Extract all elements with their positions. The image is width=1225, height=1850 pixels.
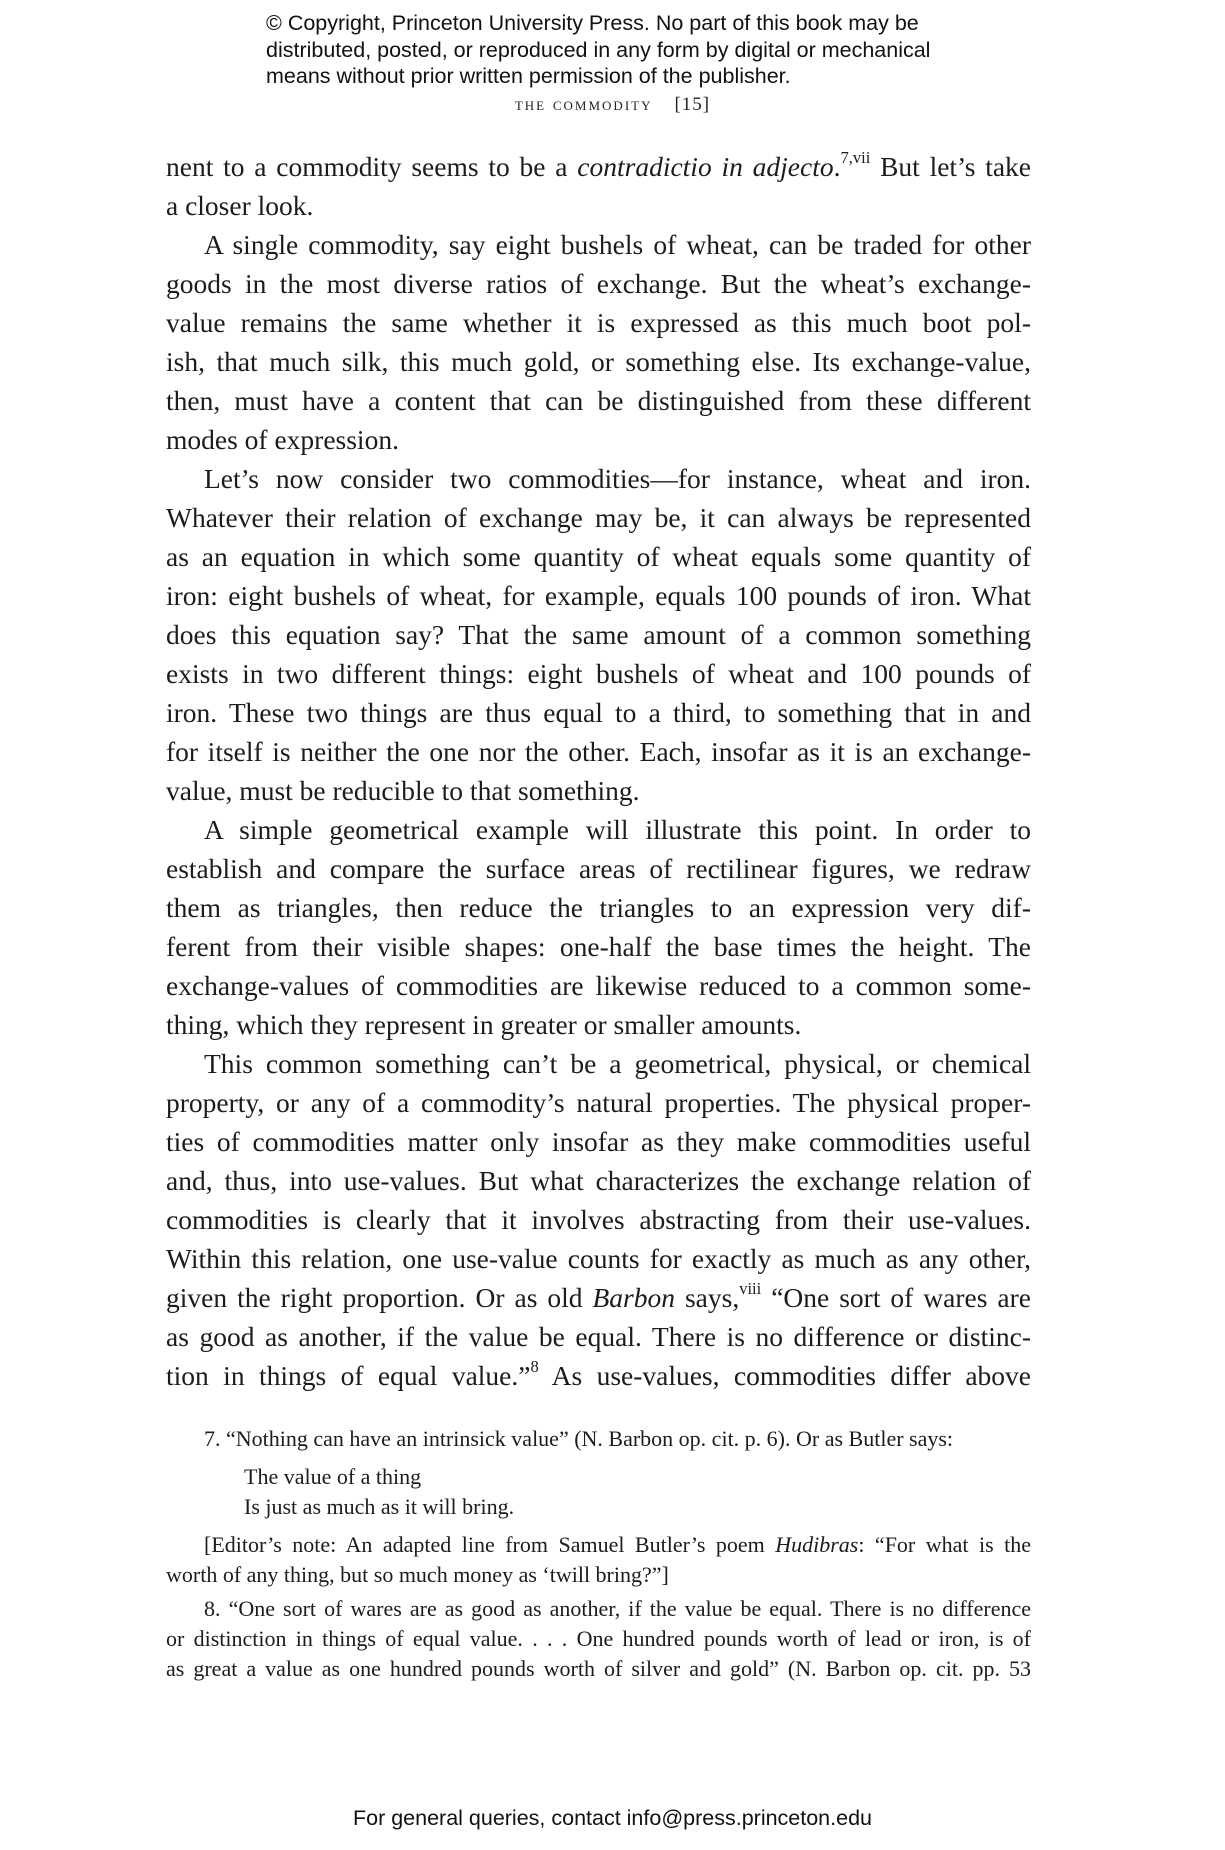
copyright-line: means without prior written permission of the publisher. <box>266 64 791 88</box>
text-run: “One sort of wares are <box>761 1282 1031 1313</box>
text-line: Whatever their relation of exchange may be, it can always be represented <box>166 502 1031 533</box>
text-line: A simple geometrical example will illustrate this point. In order to <box>204 814 1031 845</box>
text-run: . <box>833 151 841 182</box>
text-line <box>166 1278 1031 1317</box>
text-line: then, must have a content that can be distinguished from these different <box>166 385 1031 416</box>
text-line: ish, that much silk, this much gold, or something else. Its exchange-value, <box>166 346 1031 377</box>
verse-line: The value of a thing <box>244 1464 422 1489</box>
text-line: iron: eight bushels of wheat, for example, equals 100 pounds of iron. What <box>166 580 1031 611</box>
text-line: as good as another, if the value be equal. There is no difference or distinc- <box>166 1321 1031 1352</box>
footnote-8-line: as great a value as one hundred pounds worth of silver and gold” (N. Barbon op. cit. pp. 53 <box>166 1656 1031 1681</box>
copyright-line: distributed, posted, or reproduced in any form by digital or mechanical <box>266 37 931 62</box>
running-head <box>0 94 1225 116</box>
text-line: This common something can’t be a geometrical, physical, or chemical <box>204 1048 1031 1079</box>
footnote-8-line: or distinction in things of equal value. . . . One hundred pounds worth of lead or iron, is of <box>166 1626 1031 1651</box>
page-number: [15] <box>674 94 711 115</box>
text-line: ferent from their visible shapes: one-half the base times the height. The <box>166 931 1031 962</box>
text-run: tion in things of equal value.” <box>166 1360 531 1391</box>
editor-note-line <box>166 1530 1031 1560</box>
text-line: Within this relation, one use-value counts for exactly as much as any other, <box>166 1243 1031 1274</box>
footnotes <box>166 1424 1031 1684</box>
italic-phrase: contradictio in adjecto <box>577 151 834 182</box>
footnote-8: 8. “One sort of wares are as good as another, if the value be equal. There is no difference <box>204 1596 1031 1621</box>
text-line: thing, which they represent in greater or smaller amounts. <box>166 1009 802 1040</box>
copyright-notice <box>266 10 1026 90</box>
main-text <box>166 147 1031 1395</box>
footnote-7: 7. “Nothing can have an intrinsick value” (N. Barbon op. cit. p. 6). Or as Butler says: <box>204 1426 954 1451</box>
footnote-ref[interactable]: 8 <box>530 1357 539 1377</box>
text-line: property, or any of a commodity’s natural properties. The physical proper- <box>166 1087 1031 1118</box>
text-line: exchange-values of commodities are likewise reduced to a common some- <box>166 970 1031 1001</box>
italic-name: Barbon <box>592 1282 675 1313</box>
text-line: does this equation say? That the same amount of a common something <box>166 619 1031 650</box>
text-line: Let’s now consider two commodities—for instance, wheat and iron. <box>204 463 1031 494</box>
italic-title: Hudibras <box>775 1532 859 1557</box>
text-line: as an equation in which some quantity of wheat equals some quantity of <box>166 541 1031 572</box>
footnote-ref[interactable]: 7,vii <box>840 148 871 168</box>
text-line: value, must be reducible to that something. <box>166 775 640 806</box>
text-run: given the right proportion. Or as old <box>166 1282 593 1313</box>
text-line: goods in the most diverse ratios of exchange. But the wheat’s exchange- <box>166 268 1031 299</box>
text-line: ties of commodities matter only insofar as they make commodities useful <box>166 1126 1031 1157</box>
text-line: A single commodity, say eight bushels of wheat, can be traded for other <box>204 229 1031 260</box>
text-line: value remains the same whether it is expressed as this much boot pol- <box>166 307 1031 338</box>
text-line <box>166 1356 1031 1395</box>
text-line: modes of expression. <box>166 424 399 455</box>
text-line: a closer look. <box>166 190 314 221</box>
text-run: But let’s take <box>870 151 1032 182</box>
text-run: As use-values, commodities differ above <box>538 1360 1031 1391</box>
copyright-line: © Copyright, Princeton University Press. No part of this book may be <box>266 11 919 35</box>
footnote-ref[interactable]: viii <box>739 1279 762 1299</box>
text-run: : “For what is the <box>858 1532 1031 1557</box>
text-run: says, <box>675 1282 740 1313</box>
text-line: exists in two different things: eight bushels of wheat and 100 pounds of <box>166 658 1031 689</box>
text-line: them as triangles, then reduce the triangles to an expression very dif- <box>166 892 1031 923</box>
text-line: establish and compare the surface areas of rectilinear figures, we redraw <box>166 853 1031 884</box>
text-line: commodities is clearly that it involves abstracting from their use-values. <box>166 1204 1031 1235</box>
text-line: and, thus, into use-values. But what characterizes the exchange relation of <box>166 1165 1031 1196</box>
text-run: nent to a commodity seems to be a <box>166 151 578 182</box>
text-line: iron. These two things are thus equal to a third, to something that in and <box>166 697 1031 728</box>
text-line <box>166 147 1031 186</box>
contact-footer: For general queries, contact info@press.princeton.edu <box>352 1806 872 1830</box>
verse-line: Is just as much as it will bring. <box>244 1494 515 1519</box>
text-line: for itself is neither the one nor the other. Each, insofar as it is an exchange- <box>166 736 1031 767</box>
text-run: [Editor’s note: An adapted line from Samuel Butler’s poem <box>204 1532 776 1557</box>
editor-note-line: worth of any thing, but so much money as ‘twill bring?”] <box>166 1562 669 1587</box>
running-head-title: the commodity <box>514 94 653 115</box>
